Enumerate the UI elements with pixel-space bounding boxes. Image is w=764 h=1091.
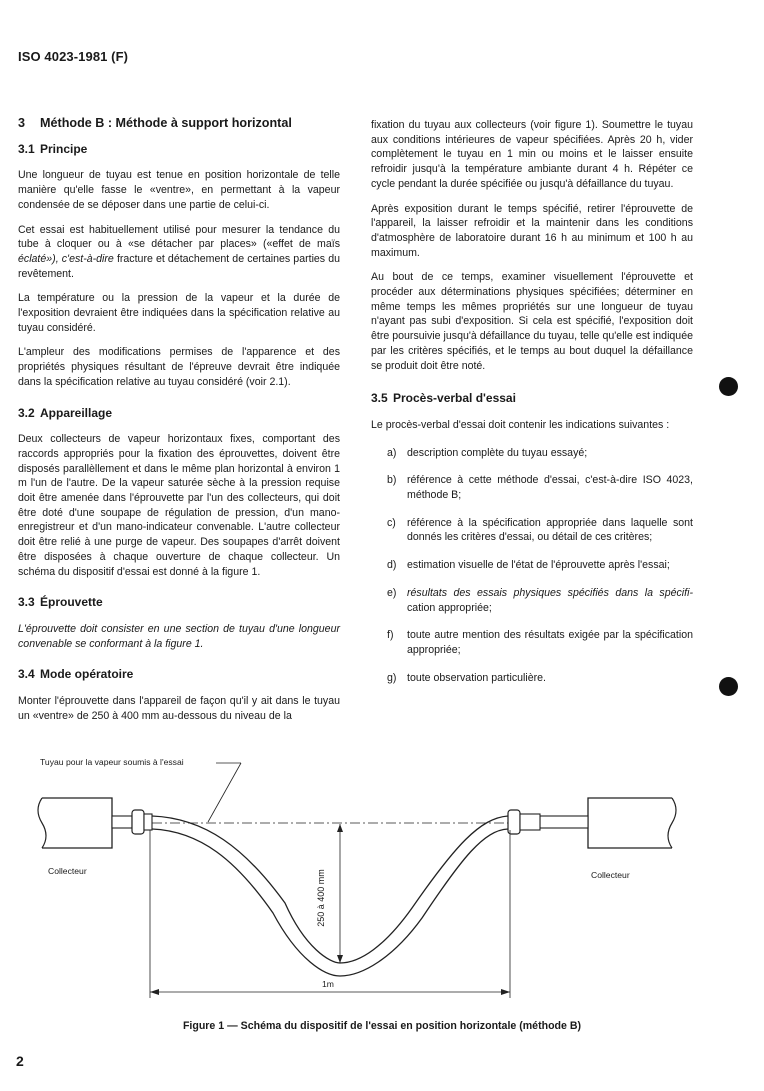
sag-dimension-label: 250 à 400 mm bbox=[316, 869, 326, 927]
section-number: 3.5 bbox=[371, 391, 388, 406]
section-3-2-heading bbox=[18, 406, 340, 421]
right-collector-label: Collecteur bbox=[591, 870, 630, 880]
margin-bullet bbox=[719, 377, 738, 396]
section-3-3-heading bbox=[18, 595, 340, 610]
document-header: ISO 4023-1981 (F) bbox=[18, 49, 129, 64]
section-3-heading bbox=[18, 116, 340, 131]
list-item: b) référence à cette méthode d'essai, c'est-à-dire ISO 4023, méthode B; bbox=[387, 474, 693, 502]
paragraph: L'ampleur des modifications permises de l'apparence et des propriétés physiques résultant de l'épreuve devrait être indiquée dans la spécification relative au tuyau considéré (voir 2.1). bbox=[18, 346, 340, 388]
section-title: Procès-verbal d'essai bbox=[393, 391, 516, 406]
section-title: Principe bbox=[40, 141, 88, 156]
list-item: a) description complète du tuyau essayé; bbox=[387, 446, 588, 459]
section-3-5-heading bbox=[371, 391, 693, 406]
paragraph: Cet essai est habituellement utilisé pour mesurer la tendance du tube à cloquer ou à «se détacher par places» («effet de maïs éclaté»), c'est-à-dire fracture et détachement de certaines parties du revêtement. bbox=[18, 223, 341, 280]
paragraph: La température ou la pression de la vapeur et la durée de l'exposition devraient être indiquées dans la spécification relative au tuyau considéré. bbox=[18, 292, 340, 334]
section-3-4-heading bbox=[18, 667, 340, 682]
list-item: e) résultats des essais physiques spécifiés dans la spécifi- cation appropriée; bbox=[387, 586, 693, 614]
list-item: f) toute autre mention des résultats exigée par la spécification appropriée; bbox=[387, 629, 693, 656]
paragraph: Une longueur de tuyau est tenue en position horizontale de telle manière qu'elle fasse le «ventre», en permettant à la vapeur condensée de se déposer dans une partie de celui-ci. bbox=[18, 169, 340, 211]
left-column bbox=[18, 116, 340, 734]
section-number: 3 bbox=[18, 116, 26, 130]
list-item: g) toute observation particulière. bbox=[387, 671, 546, 684]
hose-label: Tuyau pour la vapeur soumis à l'essai bbox=[40, 757, 184, 767]
page-number: 2 bbox=[16, 1053, 24, 1069]
left-collector-label: Collecteur bbox=[48, 866, 87, 876]
section-title: Éprouvette bbox=[40, 595, 103, 610]
margin-bullet bbox=[719, 677, 738, 696]
figure-caption: Figure 1 — Schéma du dispositif de l'essai en position horizontale (méthode B) bbox=[182, 1020, 582, 1032]
paragraph: Au bout de ce temps, examiner visuellement l'éprouvette et procéder aux déterminations physiques spécifiées; déterminer en même temps les mêmes propriétés sur une longueur de tuyau n'ayant pas subi d'exposition. Si cela est spécifié, l'exposition doit être poursuivie jusqu'à défaillance du tuyau, telle qu'elle est indiquée par les critères spécifiés, et le temps au bout duquel la défaillance se produit doit être noté. bbox=[371, 271, 693, 372]
section-title: Mode opératoire bbox=[40, 667, 134, 682]
section-number: 3.4 bbox=[18, 667, 35, 682]
section-3-1-heading bbox=[18, 142, 340, 157]
span-dimension-label: 1m bbox=[322, 979, 334, 989]
section-title: Appareillage bbox=[40, 405, 113, 420]
paragraph: Le procès-verbal d'essai doit contenir les indications suivantes : bbox=[371, 418, 670, 431]
list-item: c) référence à la spécification appropriée dans laquelle sont donnés les critères d'essai, ou détail de ces critères; bbox=[387, 516, 693, 544]
section-number: 3.2 bbox=[18, 405, 35, 420]
list-item: d) estimation visuelle de l'état de l'éprouvette après l'essai; bbox=[387, 559, 670, 572]
section-number: 3.1 bbox=[18, 141, 35, 156]
paragraph: fixation du tuyau aux collecteurs (voir figure 1). Soumettre le tuyau aux conditions intérieures de vapeur spécifiées. Après 20 h, vider complètement le tuyau en 1 min ou moins et le laisser ensuite refroidir jusqu'à la température ambiante durant 4 h. Répéter ce cycle pendant la durée spécifiée ou jusqu'à défaillance du tuyau. bbox=[371, 119, 693, 190]
right-column bbox=[371, 118, 693, 698]
section-title: Méthode B : Méthode à support horizontal bbox=[40, 116, 292, 130]
section-number: 3.3 bbox=[18, 595, 35, 610]
paragraph: Deux collecteurs de vapeur horizontaux fixes, comportant des raccords appropriés pour la fixation des éprouvettes, doivent être disposés parallèllement et dans le même plan horizontal à environ 1 m l'un de l'autre. De la vapeur saturée sèche à la pression requise doit être amenée dans l'éprouvette par l'un des collecteurs, qui doit être doté d'une soupape de régulation de pression, d'un mano-enregistreur et d'un mano-indicateur convenable. L'autre collecteur doit être relié à une purge de vapeur. Des soupapes d'arrêt doivent être disposées à chaque ouverture de chaque collecteur. Un schéma du dispositif d'essai est donné à la figure 1. bbox=[18, 433, 340, 578]
paragraph: Après exposition durant le temps spécifié, retirer l'éprouvette de l'appareil, la laisser refroidir et la maintenir dans les conditions d'atmosphère de laboratoire durant 16 h au minimum et 100 h au maximum. bbox=[371, 202, 693, 259]
test-rig-diagram bbox=[0, 748, 764, 1018]
paragraph: L'éprouvette doit consister en une section de tuyau d'une longueur convenable se conformant à la figure 1. bbox=[18, 622, 340, 650]
figure-1 bbox=[0, 748, 764, 1018]
paragraph: Monter l'éprouvette dans l'appareil de façon qu'il y ait dans le tuyau un «ventre» de 250 à 400 mm au-dessous du niveau de la bbox=[18, 695, 340, 722]
